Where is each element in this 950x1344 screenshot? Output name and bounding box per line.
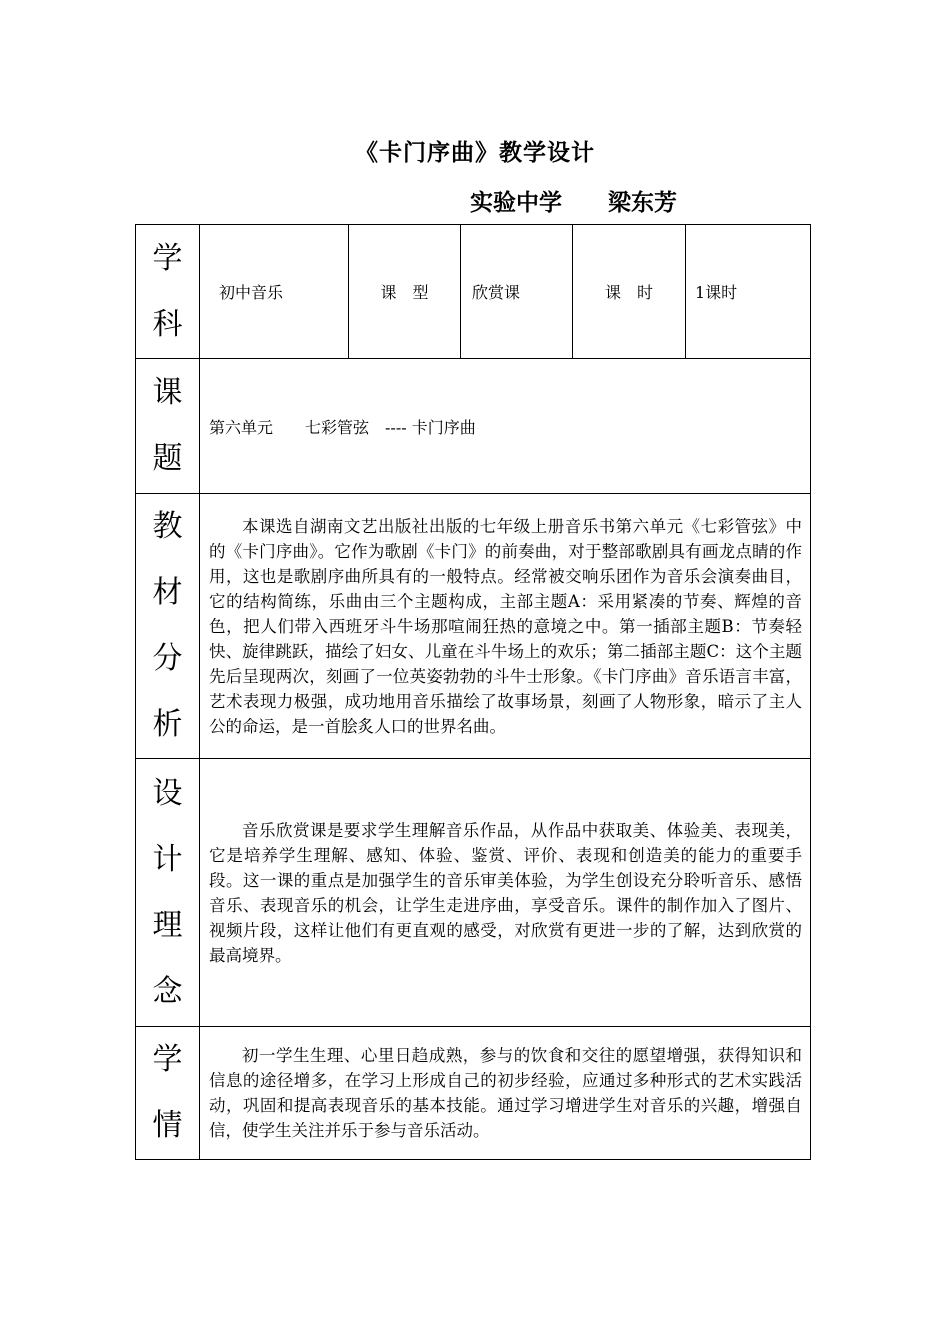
- label-topic: 课 题: [136, 359, 200, 494]
- students-cell: [200, 1027, 811, 1160]
- row-material: [136, 494, 811, 759]
- design-concept-text: 音乐欣赏课是要求学生理解音乐作品，从作品中获取美、体验美、表现美，它是培养学生理解、感知、体验、鉴赏、评价、表现和创造美的能力的重要手段。这一课的重点是加强学生的音乐审美体验，为学生创设充分聆听音乐、感悟音乐、表现音乐的机会，让学生走进序曲，享受音乐。课件的制作加入了图片、视频片段，这样让他们有更直观的感受，对欣赏有更进一步的了解，达到欣赏的最高境界。: [209, 820, 802, 965]
- row-subject: [136, 225, 811, 359]
- type-label: 课 型: [349, 225, 461, 359]
- teacher-name: 梁东芳: [608, 190, 677, 216]
- student-analysis-text: 初一学生生理、心里日趋成熟，参与的饮食和交往的愿望增强，获得知识和信息的途径增多，在学习上形成自己的初步经验，应通过多种形式的艺术实践活动，巩固和提高表现音乐的基本技能。通过学习增进学生对音乐的兴趣，增强自信，使学生关注并乐于参与音乐活动。: [209, 1046, 802, 1140]
- row-concept: [136, 759, 811, 1027]
- lesson-plan-table: [135, 224, 811, 1160]
- hours-value: 1课时: [686, 225, 811, 359]
- row-topic: [136, 359, 811, 494]
- label-subject: 学 科: [136, 225, 200, 359]
- subject-value: 初中音乐: [200, 225, 349, 359]
- hours-label: 课 时: [573, 225, 686, 359]
- label-material: 教 材 分 析: [136, 494, 200, 759]
- topic-value: 第六单元 七彩管弦 ---- 卡门序曲: [200, 359, 811, 494]
- document-title: 《卡门序曲》教学设计: [355, 140, 595, 166]
- material-analysis-text: 本课选自湖南文艺出版社出版的七年级上册音乐书第六单元《七彩管弦》中的《卡门序曲》。它作为歌剧《卡门》的前奏曲，对于整部歌剧具有画龙点睛的作用，这也是歌剧序曲所具有的一般特点。经常被交响乐团作为音乐会演奏曲目，它的结构简练，乐曲由三个主题构成，主部主题A：采用紧凑的节奏、辉煌的音色，把人们带入西班牙斗牛场那喧闹狂热的意境之中。第一插部主题B：节奏轻快、旋律跳跃，描绘了妇女、儿童在斗牛场上的欢乐；第二插部主题C：这个主题先后呈现两次，刻画了一位英姿勃勃的斗牛士形象。《卡门序曲》音乐语言丰富，艺术表现力极强，成功地用音乐描绘了故事场景，刻画了人物形象，暗示了主人公的命运，是一首脍炙人口的世界名曲。: [209, 516, 802, 736]
- concept-cell: [200, 759, 811, 1027]
- author-line: [470, 184, 677, 217]
- label-students: 学 情: [136, 1027, 200, 1160]
- row-students: [136, 1027, 811, 1160]
- label-concept: 设 计 理 念: [136, 759, 200, 1027]
- material-cell: [200, 494, 811, 759]
- school-name: 实验中学: [470, 190, 562, 216]
- type-value: 欣赏课: [461, 225, 573, 359]
